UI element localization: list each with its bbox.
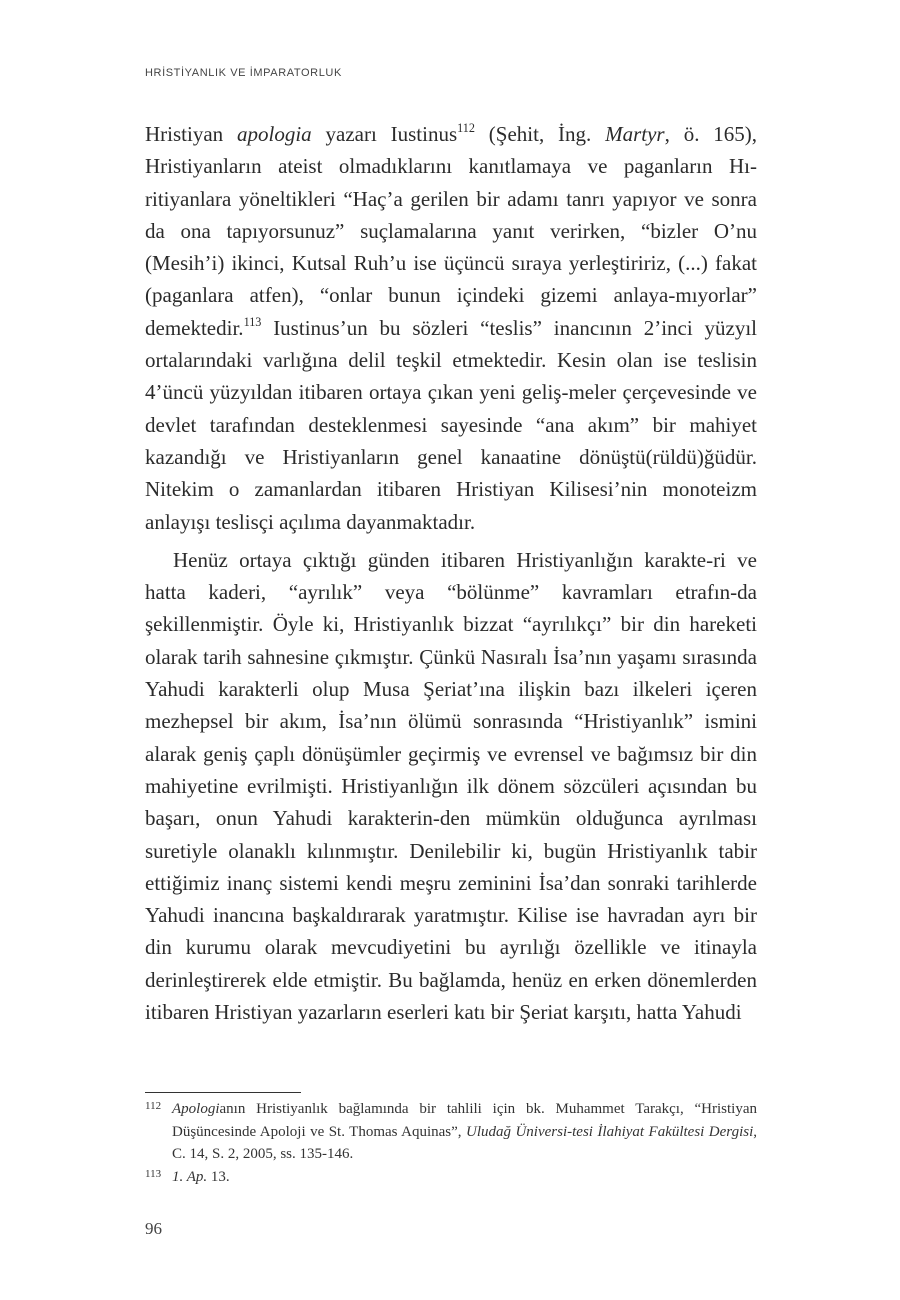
footnotes	[145, 1098, 757, 1188]
text-run: 13.	[207, 1168, 230, 1185]
text-run: , ö. 165), Hristiyanların ateist olmadıklarını kanıtlamaya ve paganların Hı-ritiyanlara yöneltikleri “Haç’a gerilen bir adamı tanrı yapıyor ve sonra da ona tapıyorsunuz” suçlamalarına yanıt verirken, “bizler O’nu (Mesih’i) ikinci, Kutsal Ruh’u ise üçüncü sıraya yerleştiririz, (...) fakat (paganlara atfen), “onlar bunun içindeki gizemi anlaya-mıyorlar” demektedir.	[145, 122, 758, 340]
footnote-separator	[145, 1092, 301, 1093]
paragraph-2: Henüz ortaya çıktığı günden itibaren Hristiyanlığın karakte-ri ve hatta kaderi, “ayrılık” veya “bölünme” kavramları etrafın-da şekillenmiştir. Öyle ki, Hristiyanlık bizzat “ayrılıkçı” bir din hareketi olarak tarih sahnesine çıkmıştır. Çünkü Nasıralı İsa’nın yaşamı sırasında Yahudi karakterli olup Musa Şeriat’ına ilişkin bazı ilkeleri içeren mezhepsel bir akım, İsa’nın ölümü sonrasında “Hristiyanlık” ismini alarak geniş çaplı dönüşümler geçirmiş ve evrensel ve bağımsız bir din mahiyetine evrilmişti. Hristiyanlığın ilk dönem sözcüleri açısından bu başarı, onun Yahudi karakterin-den mümkün olduğunca ayrılması suretiyle olanaklı kılınmıştır. Denilebilir ki, bugün Hristiyanlık tabir ettiğimiz inanç sistemi kendi meşru zeminini İsa’dan sonraki tarihlerde Yahudi inancına başkaldırarak yaratmıştır. Kilise ise havradan ayrı bir din kurumu olarak mevcudiyetini bu ayrılığı özellikle ve itinayla derinleştirerek elde etmiştir. Bu bağlamda, henüz en erken dönemlerden itibaren Hristiyan yazarların eserleri katı bir Şeriat karşıtı, hatta Yahudi	[145, 547, 757, 1025]
journal-title: Uludağ Üniversi-tesi İlahiyat Fakültesi Dergisi	[466, 1123, 754, 1140]
text-run: yazarı Iustinus	[311, 122, 458, 146]
main-text	[145, 118, 757, 1028]
text-run: , C. 14, S. 2, 2005, ss. 135-146.	[172, 1123, 758, 1162]
paragraph-1	[145, 118, 757, 538]
footnote-number: 112	[145, 1100, 162, 1112]
text-run: (Şehit, İng.	[474, 122, 606, 146]
footnote-ref-112[interactable]: 112	[457, 120, 475, 135]
running-header: HRİSTİYANLIK VE İMPARATORLUK	[145, 67, 342, 79]
italic-term: Martyr	[605, 122, 665, 146]
italic-term: 1. Ap.	[172, 1168, 208, 1185]
italic-term: Apologi	[172, 1101, 220, 1117]
footnote-112	[145, 1098, 757, 1166]
footnote-number: 113	[145, 1167, 162, 1180]
page-number: 96	[145, 1219, 162, 1238]
text-run: Hristiyan	[145, 122, 237, 146]
italic-term: apologia	[237, 122, 312, 146]
text-run: anın Hristiyanlık bağlamında bir tahlili için bk. Muhammet Tarakçı, “Hristiyan Düşüncesinde Apoloji ve St. Thomas Aquinas”,	[172, 1101, 757, 1140]
footnote-text	[172, 1166, 757, 1189]
footnote-113	[145, 1166, 757, 1189]
footnote-text	[172, 1098, 757, 1166]
text-run: Iustinus’un bu sözleri “teslis” inancının 2’inci yüzyıl ortalarındaki varlığına delil teşkil etmektedir. Kesin olan ise teslisin 4’üncü yüzyıldan itibaren ortaya çıkan yeni geliş-meler çerçevesinde ve devlet tarafından desteklenmesi sayesinde “ana akım” bir mahiyet kazandığı ve Hristiyanların genel kanaatine dönüştü(rüldü)ğüdür. Nitekim o zamanlardan itibaren Hristiyan Kilisesi’nin monoteizm anlayışı teslisçi açılıma dayanmaktadır.	[145, 315, 757, 534]
footnote-ref-113[interactable]: 113	[243, 314, 262, 329]
